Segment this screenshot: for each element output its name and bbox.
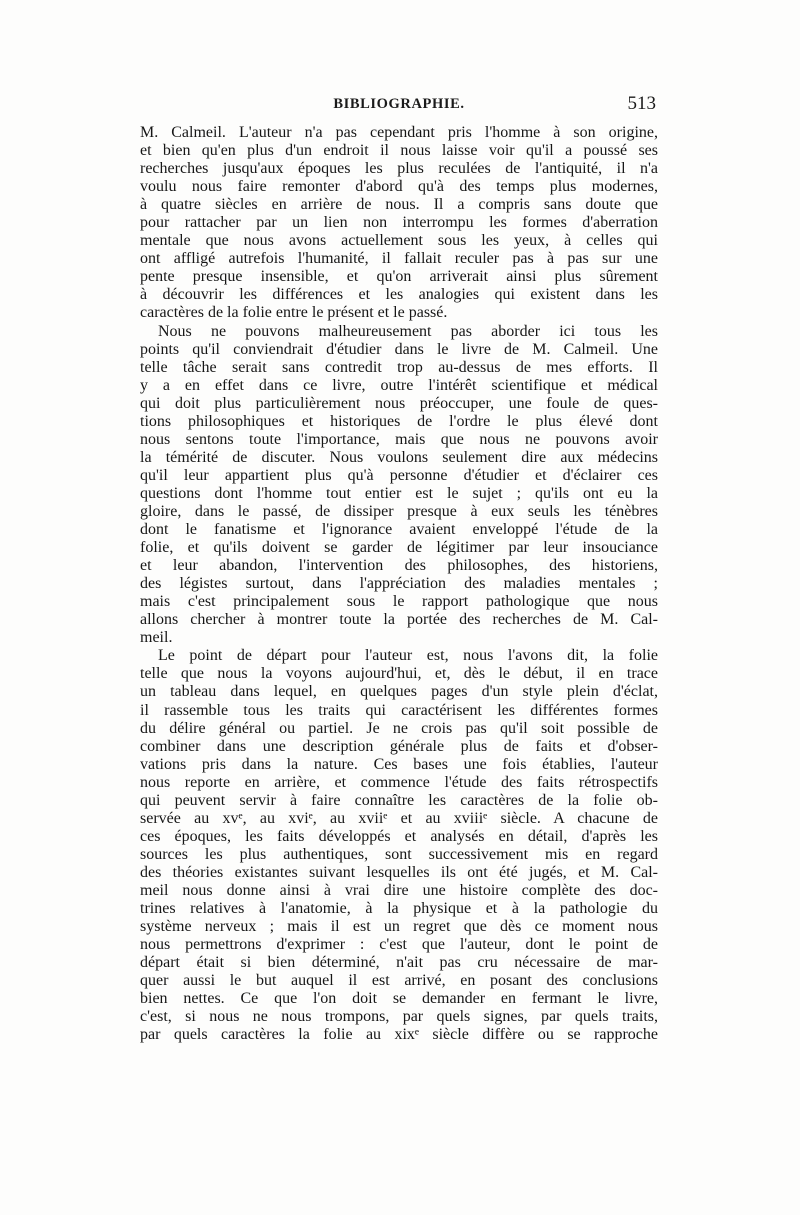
page-number: 513 — [627, 93, 656, 114]
text-line: et bien qu'en plus d'un endroit il nous laisse voir qu'il a poussé ses — [140, 142, 658, 160]
text-line: Le point de départ pour l'auteur est, nous l'avons dit, la folie — [158, 647, 658, 665]
text-line: tions philosophiques et historiques de l'ordre le plus élevé dont — [140, 412, 658, 430]
text-line: allons chercher à montrer toute la portée des recherches de M. Cal- — [140, 611, 658, 629]
text-line: servée au xvᵉ, au xviᵉ, au xviiᵉ et au xviiiᵉ siècle. A chacune de — [140, 809, 658, 827]
text-line: ont affligé autrefois l'humanité, il fallait reculer pas à pas sur une — [140, 250, 658, 268]
text-line: un tableau dans lequel, en quelques pages d'un style plein d'éclat, — [140, 683, 658, 701]
text-line: des légistes surtout, dans l'appréciation des maladies mentales ; — [140, 575, 658, 593]
text-line: à quatre siècles en arrière de nous. Il a compris sans doute que — [140, 196, 658, 214]
text-line: mais c'est principalement sous le rapport pathologique que nous — [140, 593, 658, 611]
text-line: et leur abandon, l'intervention des philosophes, des historiens, — [140, 557, 658, 575]
text-line: meil nous donne ainsi à vrai dire une histoire complète des doc- — [140, 881, 658, 899]
text-line: pente presque insensible, et qu'on arriverait ainsi plus sûrement — [140, 268, 658, 286]
text-line: sources les plus authentiques, sont successivement mis en regard — [140, 845, 658, 863]
text-line: du délire général ou partiel. Je ne crois pas qu'il soit possible de — [140, 719, 658, 737]
text-line: bien nettes. Ce que l'on doit se demander en fermant le livre, — [140, 990, 658, 1008]
text-line: vations pris dans la nature. Ces bases une fois établies, l'auteur — [140, 755, 658, 773]
text-line: meil. — [140, 629, 173, 647]
text-line: gloire, dans le passé, de dissiper presque à eux seuls les ténèbres — [140, 502, 658, 520]
text-line: dont le fanatisme et l'ignorance avaient enveloppé l'étude de la — [140, 521, 658, 539]
text-line: il rassemble tous les traits qui caractérisent les différentes formes — [140, 701, 658, 719]
text-line: ces époques, les faits développés et analysés en détail, d'après les — [140, 827, 658, 845]
text-line: qu'il leur appartient plus qu'à personne d'étudier et d'éclairer ces — [140, 466, 658, 484]
text-line: Nous ne pouvons malheureusement pas aborder ici tous les — [158, 322, 658, 340]
text-line: qui peuvent servir à faire connaître les caractères de la folie ob- — [140, 791, 658, 809]
text-line: départ était si bien déterminé, n'ait pas cru nécessaire de mar- — [140, 954, 658, 972]
paragraph-3 — [140, 647, 658, 1044]
text-line: pour rattacher par un lien non interrompu les formes d'aberration — [140, 214, 658, 232]
page-header — [140, 93, 658, 120]
text-line: à découvrir les différences et les analogies qui existent dans les — [140, 286, 658, 304]
text-line: la témérité de discuter. Nous voulons seulement dire aux médecins — [140, 448, 658, 466]
text-line: M. Calmeil. L'auteur n'a pas cependant pris l'homme à son origine, — [140, 124, 658, 141]
text-line: des théories existantes suivant lesquelles ils ont été jugés, et M. Cal- — [140, 863, 658, 881]
text-line: qui doit plus particulièrement nous préoccuper, une foule de ques- — [140, 394, 658, 412]
text-line: voulu nous faire remonter d'abord qu'à des temps plus modernes, — [140, 178, 658, 196]
running-title: BIBLIOGRAPHIE. — [333, 96, 465, 112]
paragraph-2 — [140, 323, 658, 648]
text-line: quer aussi le but auquel il est arrivé, en posant des conclusions — [140, 972, 658, 990]
paragraph-1 — [140, 124, 658, 323]
text-line: folie, et qu'ils doivent se garder de légitimer par leur insouciance — [140, 539, 658, 557]
text-line: c'est, si nous ne nous trompons, par quels signes, par quels traits, — [140, 1008, 658, 1026]
text-line: nous reporte en arrière, et commence l'étude des faits rétrospectifs — [140, 773, 658, 791]
text-line: telle tâche serait sans contredit trop au-dessus de mes efforts. Il — [140, 358, 658, 376]
text-line: combiner dans une description générale plus de faits et d'obser- — [140, 737, 658, 755]
text-line: par quels caractères la folie au xixᵉ siècle diffère ou se rapproche — [140, 1026, 658, 1044]
text-line: y a en effet dans ce livre, outre l'intérêt scientifique et médical — [140, 376, 658, 394]
text-line: mentale que nous avons actuellement sous les yeux, à celles qui — [140, 232, 658, 250]
body-text — [140, 124, 658, 1044]
text-line: telle que nous la voyons aujourd'hui, et, dès le début, il en trace — [140, 665, 658, 683]
text-line: points qu'il conviendrait d'étudier dans le livre de M. Calmeil. Une — [140, 340, 658, 358]
text-line: recherches jusqu'aux époques les plus reculées de l'antiquité, il n'a — [140, 160, 658, 178]
text-line: système nerveux ; mais il est un regret que dès ce moment nous — [140, 918, 658, 936]
text-line: trines relatives à l'anatomie, à la physique et à la pathologie du — [140, 900, 658, 918]
text-line: questions dont l'homme tout entier est le sujet ; qu'ils ont eu la — [140, 484, 658, 502]
text-line: nous permettrons d'exprimer : c'est que l'auteur, dont le point de — [140, 936, 658, 954]
text-line: nous sentons toute l'importance, mais que nous ne pouvons avoir — [140, 430, 658, 448]
text-line: caractères de la folie entre le présent et le passé. — [140, 304, 448, 322]
